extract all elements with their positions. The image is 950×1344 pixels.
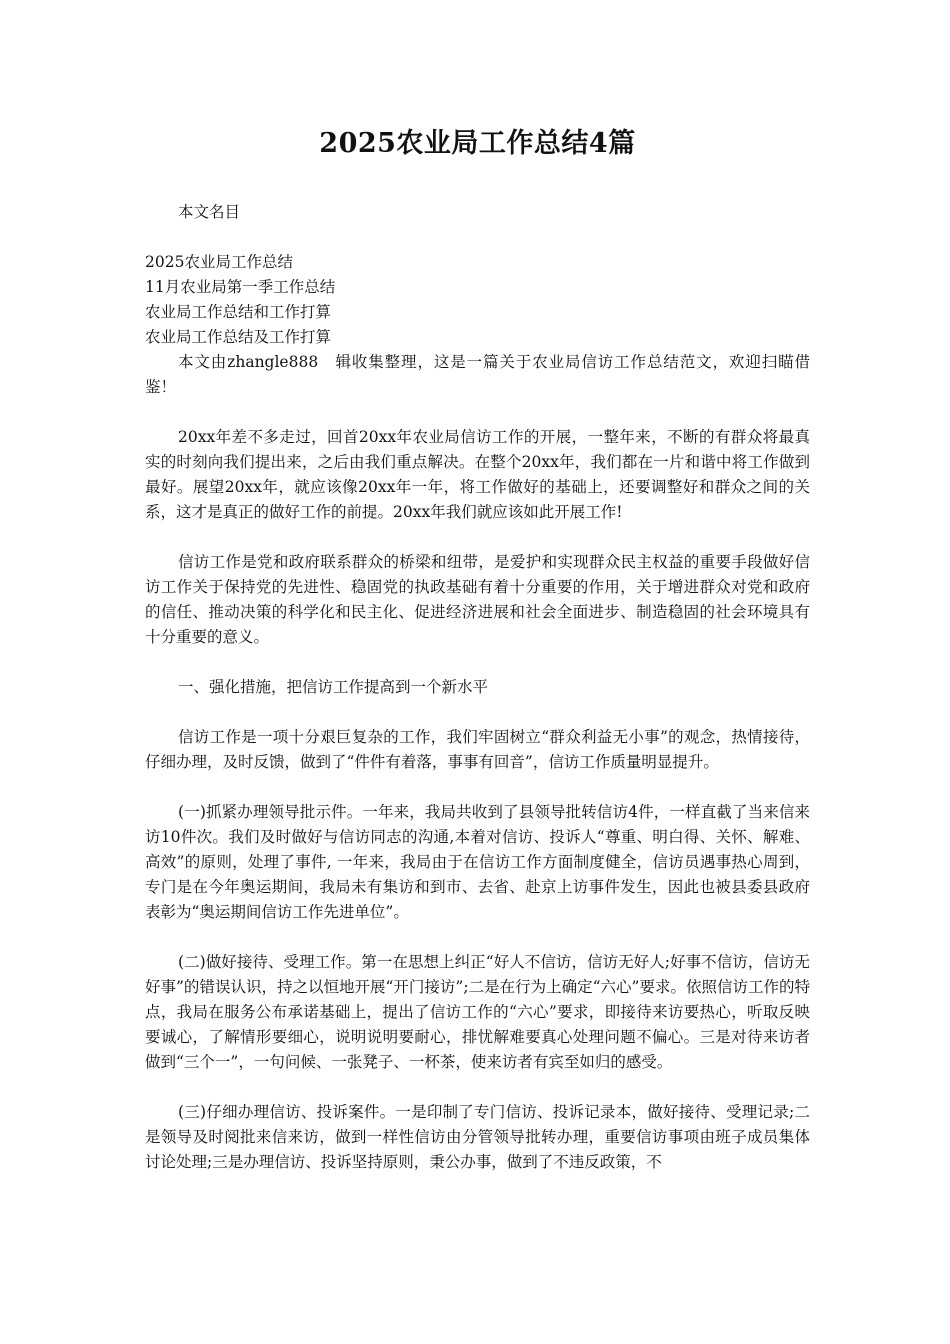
body-paragraph: (一)抓紧办理领导批示件。一年来，我局共收到了县领导批转信访4件，一样直截了当来信来访10件次。我们及时做好与信访同志的沟通,本着对信访、投诉人“尊重、明白得、关怀、解难、高效”的原则，处理了事件, 一年来，我局由于在信访工作方面制度健全，信访员遇事热心周到，专门是在今年奥运期间，我局未有集访和到市、去省、赴京上访事件发生，因此也被县委县政府表彰为“奥运期间信访工作先进单位”。 [145, 803, 810, 921]
document-body [145, 200, 810, 1200]
toc-list [145, 250, 810, 350]
section-heading: 一、强化措施，把信访工作提高到一个新水平 [178, 678, 489, 696]
body-paragraph: 20xx年差不多走过，回首20xx年农业局信访工作的开展，一整年来，不断的有群众将最真实的时刻向我们提出来，之后由我们重点解决。在整个20xx年，我们都在一片和谐中将工作做到最好。展望20xx年，就应该像20xx年一年，将工作做好的基础上，还要调整好和群众之间的关系，这才是真正的做好工作的前提。20xx年我们就应该如此开展工作! [145, 428, 810, 521]
intro-paragraph: 本文由zhangle888 辑收集整理，这是一篇关于农业局信访工作总结范文，欢迎扫瞄借鉴！ [145, 353, 810, 396]
body-paragraph: 信访工作是一项十分艰巨复杂的工作，我们牢固树立“群众利益无小事”的观念，热情接待，仔细办理，及时反馈，做到了“件件有着落，事事有回音”，信访工作质量明显提升。 [145, 728, 810, 771]
toc-item: 2025农业局工作总结 [145, 253, 293, 271]
toc-label: 本文名目 [178, 203, 241, 221]
body-paragraph: (三)仔细办理信访、投诉案件。一是印制了专门信访、投诉记录本，做好接待、受理记录;二是领导及时阅批来信来访，做到一样性信访由分管领导批转办理，重要信访事项由班子成员集体讨论处理;三是办理信访、投诉坚持原则，秉公办事，做到了不违反政策，不 [145, 1103, 810, 1171]
body-paragraph: (二)做好接待、受理工作。第一在思想上纠正“好人不信访，信访无好人;好事不信访，信访无好事”的错误认识，持之以恒地开展“开门接访”;二是在行为上确定“六心”要求。依照信访工作的特点，我局在服务公布承诺基础上，提出了信访工作的“六心”要求，即接待来访要热心，听取反映要诚心，了解情形要细心，说明说明要耐心，排忧解难要真心处理问题不偏心。三是对待来访者做到“三个一”，一句问候、一张凳子、一杯茶，使来访者有宾至如归的感受。 [145, 953, 810, 1071]
toc-item: 农业局工作总结和工作打算 [145, 303, 332, 321]
toc-item: 11月农业局第一季工作总结 [145, 278, 336, 296]
toc-item: 农业局工作总结及工作打算 [145, 328, 332, 346]
document-title: 2025农业局工作总结4篇 [319, 128, 636, 159]
body-paragraph: 信访工作是党和政府联系群众的桥梁和纽带，是爱护和实现群众民主权益的重要手段做好信访工作关于保持党的先进性、稳固党的执政基础有着十分重要的作用，关于增进群众对党和政府的信任、推动决策的科学化和民主化、促进经济进展和社会全面进步、制造稳固的社会环境具有十分重要的意义。 [145, 553, 810, 646]
